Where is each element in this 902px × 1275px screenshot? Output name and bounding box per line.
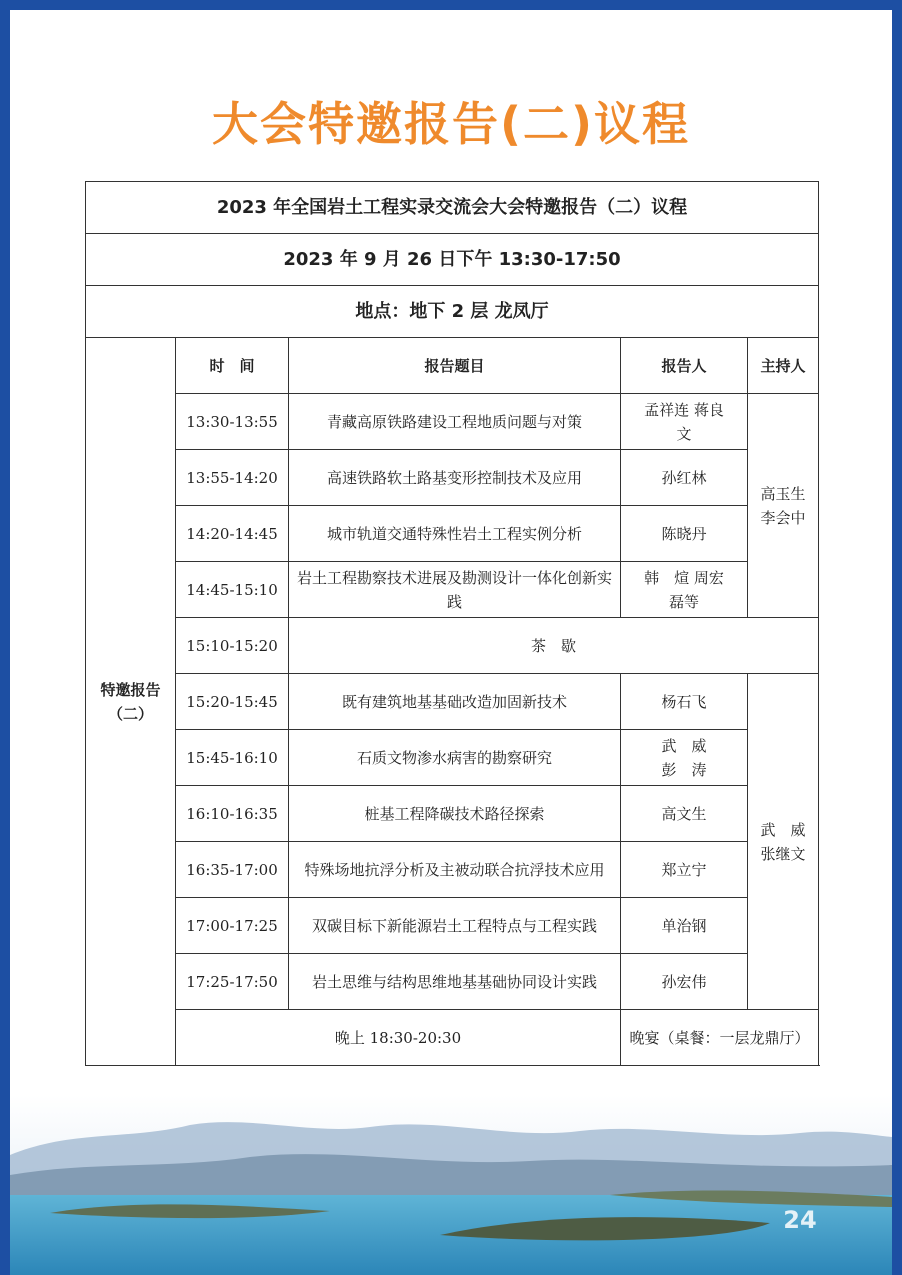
session-time: 14:20-14:45 [176, 506, 289, 562]
section-label [86, 338, 176, 1066]
speaker-text: 武 威 彭 涛 [661, 736, 707, 779]
session-time: 13:55-14:20 [176, 450, 289, 506]
table-row [86, 898, 819, 954]
lake-landscape-illustration [10, 1095, 892, 1275]
table-row [86, 674, 819, 730]
session-topic: 石质文物渗水病害的勘察研究 [289, 730, 621, 786]
page-title: 大会特邀报告(二)议程 [211, 97, 691, 151]
table-row [86, 394, 819, 450]
header-topic: 报告题目 [289, 338, 621, 394]
session-topic: 既有建筑地基基础改造加固新技术 [289, 674, 621, 730]
agenda-title: 2023 年全国岩土工程实录交流会大会特邀报告（二）议程 [86, 182, 819, 234]
session-topic: 岩土思维与结构思维地基基础协同设计实践 [289, 954, 621, 1010]
agenda-date: 2023 年 9 月 26 日下午 13:30-17:50 [86, 234, 819, 286]
session-speaker [621, 562, 748, 618]
session-speaker: 孙宏伟 [621, 954, 748, 1010]
break-time: 15:10-15:20 [176, 618, 289, 674]
session-time: 15:20-15:45 [176, 674, 289, 730]
session-time: 16:10-16:35 [176, 786, 289, 842]
table-row [86, 730, 819, 786]
table-row [86, 450, 819, 506]
table-row [86, 562, 819, 618]
session-topic: 青藏高原铁路建设工程地质问题与对策 [289, 394, 621, 450]
session-topic: 城市轨道交通特殊性岩土工程实例分析 [289, 506, 621, 562]
dinner-label: 晚宴（桌餐：一层龙鼎厅） [621, 1010, 819, 1066]
header-time: 时 间 [176, 338, 289, 394]
break-label: 茶 歇 [289, 618, 819, 674]
session-speaker: 郑立宁 [621, 842, 748, 898]
speaker-text: 孟祥连 蒋良文 [644, 400, 724, 443]
dinner-row [86, 1010, 819, 1066]
session-speaker: 杨石飞 [621, 674, 748, 730]
host-text: 高玉生 李会中 [760, 484, 806, 527]
break-row [86, 618, 819, 674]
session-topic: 桩基工程降碳技术路径探索 [289, 786, 621, 842]
session-speaker: 孙红林 [621, 450, 748, 506]
host-group-2 [748, 674, 819, 1010]
session-speaker: 单治钢 [621, 898, 748, 954]
session-time: 14:45-15:10 [176, 562, 289, 618]
page-frame-left [0, 0, 10, 1275]
header-host: 主持人 [748, 338, 819, 394]
table-row [86, 842, 819, 898]
session-topic: 岩土工程勘察技术进展及勘测设计一体化创新实践 [289, 562, 621, 618]
page-number: 24 [783, 1206, 817, 1234]
session-time: 15:45-16:10 [176, 730, 289, 786]
agenda-table [85, 181, 819, 1066]
session-speaker [621, 394, 748, 450]
session-time: 17:00-17:25 [176, 898, 289, 954]
session-time: 13:30-13:55 [176, 394, 289, 450]
speaker-text: 韩 煊 周宏磊等 [644, 568, 724, 611]
session-speaker: 高文生 [621, 786, 748, 842]
page-frame-right [892, 0, 902, 1275]
table-row [86, 786, 819, 842]
host-group-1 [748, 394, 819, 618]
session-topic: 高速铁路软土路基变形控制技术及应用 [289, 450, 621, 506]
table-row [86, 954, 819, 1010]
page-frame-top [0, 0, 902, 10]
table-row [86, 506, 819, 562]
dinner-time: 晚上 18:30-20:30 [176, 1010, 621, 1066]
session-topic: 双碳目标下新能源岩土工程特点与工程实践 [289, 898, 621, 954]
host-text: 武 威 张继文 [760, 820, 806, 863]
session-time: 17:25-17:50 [176, 954, 289, 1010]
session-speaker [621, 730, 748, 786]
session-topic: 特殊场地抗浮分析及主被动联合抗浮技术应用 [289, 842, 621, 898]
agenda-venue: 地点：地下 2 层 龙凤厅 [86, 286, 819, 338]
header-speaker: 报告人 [621, 338, 748, 394]
section-label-text: 特邀报告（二） [100, 680, 161, 723]
session-speaker: 陈晓丹 [621, 506, 748, 562]
session-time: 16:35-17:00 [176, 842, 289, 898]
